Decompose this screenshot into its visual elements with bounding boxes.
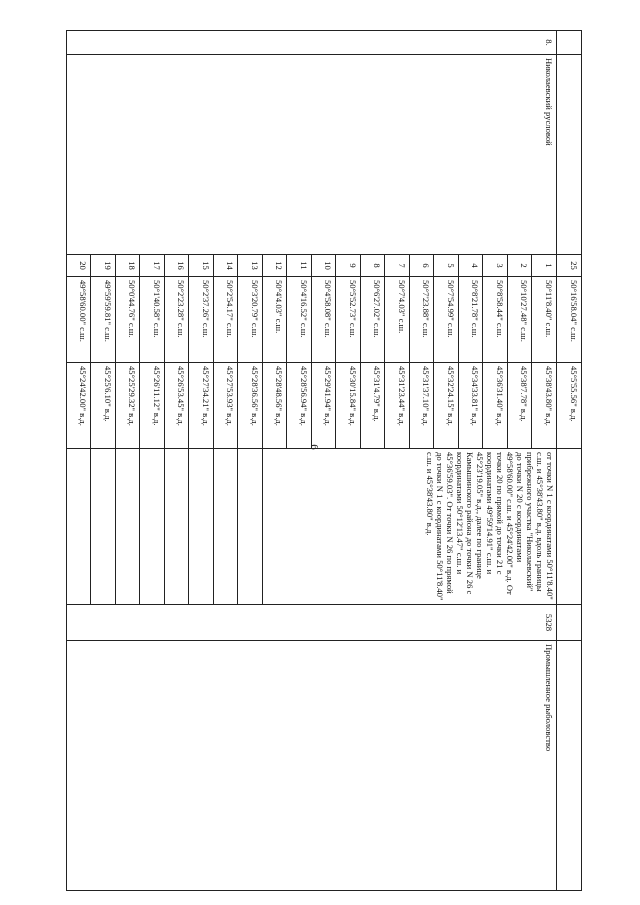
latitude: 50°1'40.58" с.ш. bbox=[140, 277, 165, 363]
point-number: 16 bbox=[165, 255, 190, 277]
empty-desc-cell bbox=[116, 449, 141, 605]
latitude: 50°8'21.78" с.ш. bbox=[459, 277, 484, 363]
point-number: 10 bbox=[312, 255, 337, 277]
longitude: 45°26'11.12" в.д. bbox=[140, 363, 165, 449]
latitude: 50°5'52.73" с.ш. bbox=[336, 277, 361, 363]
latitude: 50°10'27.48" с.ш. bbox=[508, 277, 533, 363]
table-body bbox=[67, 31, 582, 891]
section-index: 8. bbox=[67, 31, 557, 55]
latitude: 50°4'4.03" с.ш. bbox=[263, 277, 288, 363]
latitude: 50°6'27.02" с.ш. bbox=[361, 277, 386, 363]
point-number: 12 bbox=[263, 255, 288, 277]
page-number: 6 bbox=[308, 444, 320, 450]
empty-desc-cell bbox=[557, 449, 582, 605]
longitude: 45°27'53.93" в.д. bbox=[214, 363, 239, 449]
boundary-description: от точки N 1 с координатами 50°11'8.40" с.ш. и 45°38'43.80" в.д. вдоль границы прибрежного участка "Николаевский" до точки N 20 с координатами 49°58'60.00" с.ш. и 45°24'42.00" в.д. От точки 20 по прямой до точки 21 с координатами 49°59'14.91" с.ш. и 45°23'19.05" в.д., далее по границе Камышинского района до точки N 26 с координатами 50°12'13.47" с.ш. и 45°36'59.03". От точки N 26 по прямой до точки N 1 с координатами 50°11'8.40" с.ш. и 45°38'43.80" в.д. bbox=[263, 449, 557, 605]
rotated-sheet bbox=[78, 30, 582, 890]
point-number: 2 bbox=[508, 255, 533, 277]
point-number: 18 bbox=[116, 255, 141, 277]
empty-desc-cell bbox=[214, 449, 239, 605]
latitude: 50°7'54.99" с.ш. bbox=[434, 277, 459, 363]
empty-area-cell bbox=[557, 605, 582, 641]
point-number: 20 bbox=[67, 255, 92, 277]
latitude: 50°11'8.40" с.ш. bbox=[532, 277, 557, 363]
latitude: 50°2'37.26" с.ш. bbox=[189, 277, 214, 363]
section-name: Николаевский русловой bbox=[67, 55, 557, 255]
usage-type: Промышленное рыболовство bbox=[67, 641, 557, 891]
point-number: 9 bbox=[336, 255, 361, 277]
empty-desc-cell bbox=[238, 449, 263, 605]
point-number: 13 bbox=[238, 255, 263, 277]
longitude: 45°38'7.78" в.д. bbox=[508, 363, 533, 449]
longitude: 45°31'4.79" в.д. bbox=[361, 363, 386, 449]
table-row bbox=[532, 31, 557, 891]
point-number: 8 bbox=[361, 255, 386, 277]
longitude: 45°31'23.44" в.д. bbox=[385, 363, 410, 449]
point-number: 7 bbox=[385, 255, 410, 277]
point-number: 6 bbox=[410, 255, 435, 277]
longitude: 45°26'53.45" в.д. bbox=[165, 363, 190, 449]
point-number: 4 bbox=[459, 255, 484, 277]
point-number: 14 bbox=[214, 255, 239, 277]
point-number: 3 bbox=[483, 255, 508, 277]
empty-desc-cell bbox=[165, 449, 190, 605]
longitude: 45°28'36.56" в.д. bbox=[238, 363, 263, 449]
latitude: 50°7'4.03" с.ш. bbox=[385, 277, 410, 363]
longitude: 45°5'55.56" в.д. bbox=[557, 363, 582, 449]
latitude: 50°4'58.08" с.ш. bbox=[312, 277, 337, 363]
empty-name-cell bbox=[557, 55, 582, 255]
longitude: 45°25'6.10" в.д. bbox=[91, 363, 116, 449]
point-number: 5 bbox=[434, 255, 459, 277]
latitude: 50°16'58.04" с.ш. bbox=[557, 277, 582, 363]
latitude: 50°8'58.44" с.ш. bbox=[483, 277, 508, 363]
empty-index-cell bbox=[557, 31, 582, 55]
latitude: 50°7'23.88" с.ш. bbox=[410, 277, 435, 363]
longitude: 45°24'42.00" в.д. bbox=[67, 363, 92, 449]
point-number: 1 bbox=[532, 255, 557, 277]
area-value: 5328 bbox=[67, 605, 557, 641]
point-number: 25 bbox=[557, 255, 582, 277]
longitude: 45°25'29.32" в.д. bbox=[116, 363, 141, 449]
empty-desc-cell bbox=[67, 449, 92, 605]
longitude: 45°28'48.56" в.д. bbox=[263, 363, 288, 449]
latitude: 50°4'16.52" с.ш. bbox=[287, 277, 312, 363]
longitude: 45°34'33.81" в.д. bbox=[459, 363, 484, 449]
point-number: 11 bbox=[287, 255, 312, 277]
latitude: 50°3'20.79" с.ш. bbox=[238, 277, 263, 363]
latitude: 50°0'44.76" с.ш. bbox=[116, 277, 141, 363]
empty-usage-cell bbox=[557, 641, 582, 891]
empty-desc-cell bbox=[91, 449, 116, 605]
longitude: 45°32'24.15" в.д. bbox=[434, 363, 459, 449]
empty-desc-cell bbox=[140, 449, 165, 605]
point-number: 15 bbox=[189, 255, 214, 277]
fishing-area-table bbox=[66, 30, 582, 891]
empty-desc-cell bbox=[189, 449, 214, 605]
longitude: 45°30'15.84" в.д. bbox=[336, 363, 361, 449]
longitude: 45°28'56.94" в.д. bbox=[287, 363, 312, 449]
latitude: 49°58'60.00" с.ш. bbox=[67, 277, 92, 363]
latitude: 50°2'23.28" с.ш. bbox=[165, 277, 190, 363]
longitude: 45°27'34.21" в.д. bbox=[189, 363, 214, 449]
point-number: 19 bbox=[91, 255, 116, 277]
longitude: 45°38'43.80" в.д. bbox=[532, 363, 557, 449]
point-number: 17 bbox=[140, 255, 165, 277]
latitude: 49°59'59.81" с.ш. bbox=[91, 277, 116, 363]
longitude: 45°29'41.94" в.д. bbox=[312, 363, 337, 449]
longitude: 45°31'37.10" в.д. bbox=[410, 363, 435, 449]
latitude: 50°2'54.17" с.ш. bbox=[214, 277, 239, 363]
longitude: 45°36'31.40" в.д. bbox=[483, 363, 508, 449]
table-row-continuation bbox=[557, 31, 582, 891]
